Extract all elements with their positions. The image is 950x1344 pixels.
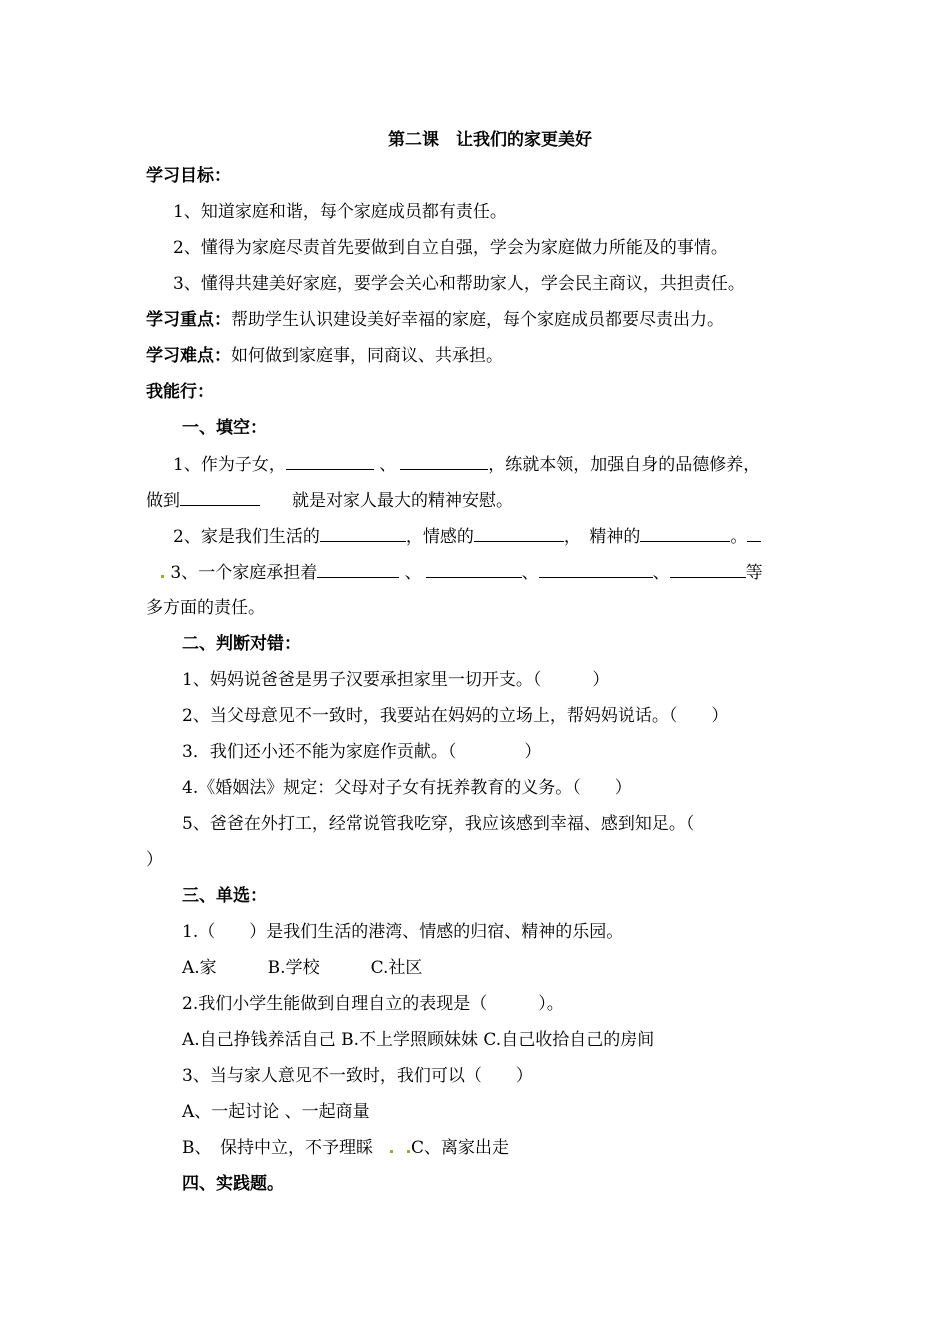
choice-question: 2.我们小学生能做到自理自立的表现是（ ）。 <box>182 994 564 1014</box>
fill-blank[interactable] <box>670 561 746 578</box>
objective-item: 1、知道家庭和谐，每个家庭成员都有责任。 <box>173 202 507 222</box>
fill-blank[interactable] <box>747 525 761 542</box>
objectives-heading: 学习目标： <box>146 166 231 186</box>
fill-q1-text: 就是对家人最大的精神安慰。 <box>292 491 513 511</box>
fill-q2-text: 2、家是我们生活的 <box>173 527 320 547</box>
fill-q3-sep: 、 <box>404 563 422 583</box>
key-point-text: 帮助学生认识建设美好幸福的家庭，每个家庭成员都要尽责出力。 <box>231 310 724 330</box>
fill-heading: 一、填空： <box>182 418 267 438</box>
fill-question-1-cont <box>146 489 513 512</box>
judge-item: 2、当父母意见不一致时，我要站在妈妈的立场上，帮妈妈说话。（ ） <box>182 706 729 726</box>
fill-q1-text: 做到 <box>146 491 180 511</box>
fill-q2-end: 。 <box>730 527 748 547</box>
marker-dot <box>161 575 164 578</box>
choice-question: 3、当与家人意见不一致时，我们可以（ ） <box>182 1066 533 1086</box>
fill-question-1 <box>173 453 760 476</box>
choice-option-b: B、 保持中立，不予理睬 <box>182 1138 373 1158</box>
fill-blank[interactable] <box>320 525 406 542</box>
fill-q1-text: ，练就本领，加强自身的品德修养， <box>488 455 761 475</box>
objective-item: 3、懂得共建美好家庭，要学会关心和帮助家人，学会民主商议，共担责任。 <box>173 274 745 294</box>
judge-item: 4.《婚姻法》规定：父母对子女有抚养教育的义务。（ ） <box>182 778 632 798</box>
objective-item: 2、懂得为家庭尽责首先要做到自立自强，学会为家庭做力所能及的事情。 <box>173 238 728 258</box>
difficulty-text: 如何做到家庭事，同商议、共承担。 <box>231 346 503 366</box>
fill-blank[interactable] <box>539 561 653 578</box>
fill-question-3 <box>160 561 763 584</box>
choice-question: 1.（ ）是我们生活的港湾、情感的归宿、精神的乐园。 <box>182 922 624 942</box>
judge-item: 3．我们还小还不能为家庭作贡献。（ ） <box>182 742 542 762</box>
choice-option-c: C、离家出走 <box>411 1138 510 1158</box>
i-can-heading: 我能行： <box>146 382 214 402</box>
fill-q2-text: ，情感的 <box>405 527 474 547</box>
judge-item: 5、爸爸在外打工，经常说管我吃穿，我应该感到幸福、感到知足。（ <box>182 814 695 834</box>
difficulty-line <box>146 345 503 367</box>
fill-q3-sep: 、 <box>652 563 670 583</box>
page-title: 第二课 让我们的家更美好 <box>388 130 592 150</box>
choice-options-bc <box>182 1137 509 1159</box>
fill-blank[interactable] <box>400 453 488 470</box>
fill-blank[interactable] <box>317 561 399 578</box>
judge-heading: 二、判断对错： <box>182 634 301 654</box>
judge-item-5-tail: ） <box>146 850 163 870</box>
fill-blank[interactable] <box>426 561 522 578</box>
fill-blank[interactable] <box>286 453 374 470</box>
fill-blank[interactable] <box>180 489 260 506</box>
fill-blank[interactable] <box>474 525 564 542</box>
fill-q3-text: 3、一个家庭承担着 <box>170 563 318 583</box>
fill-q1-sep: 、 <box>379 455 397 475</box>
fill-q3-sep: 、 <box>521 563 539 583</box>
difficulty-label: 学习难点： <box>146 346 231 366</box>
choice-heading: 三、单选： <box>182 886 267 906</box>
fill-q3-text: 等 <box>745 563 763 583</box>
practice-heading: 四、实践题。 <box>182 1174 284 1194</box>
key-point-label: 学习重点： <box>146 310 231 330</box>
judge-item: 1、妈妈说爸爸是男子汉要承担家里一切开支。（ ） <box>182 670 610 690</box>
choice-options: A.家 B.学校 C.社区 <box>182 958 423 978</box>
fill-q2-text: ， 精神的 <box>563 527 641 547</box>
choice-options: A.自己挣钱养活自己 B.不上学照顾妹妹 C.自己收拾自己的房间 <box>182 1030 655 1050</box>
choice-option-a: A、一起讨论 、一起商量 <box>182 1102 370 1122</box>
fill-q1-text: 1、作为子女， <box>173 455 286 475</box>
fill-blank[interactable] <box>640 525 730 542</box>
key-point-line <box>146 309 724 331</box>
marker-dot <box>407 1150 410 1153</box>
marker-dot <box>390 1150 393 1153</box>
fill-question-3-cont: 多方面的责任。 <box>146 598 265 618</box>
fill-question-2 <box>173 525 761 548</box>
